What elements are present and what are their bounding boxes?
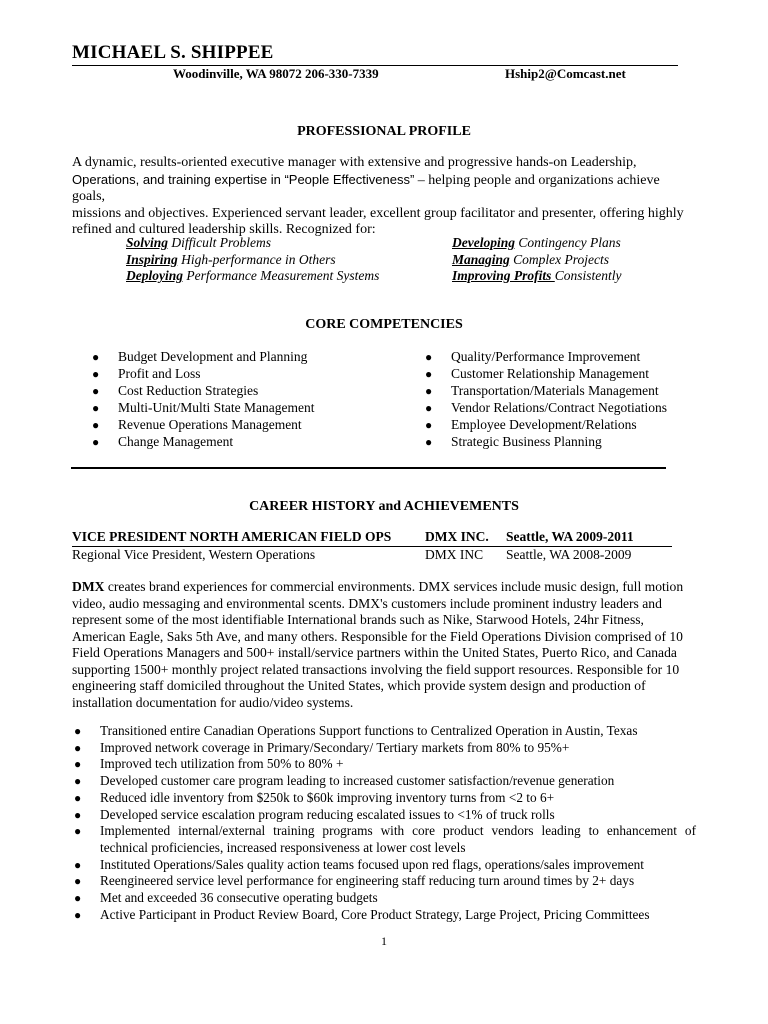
- bullet-icon: ●: [74, 790, 82, 805]
- profile-heading: PROFESSIONAL PROFILE: [297, 124, 471, 139]
- bullet-icon: ●: [92, 417, 100, 432]
- bullet-icon: ●: [74, 857, 82, 872]
- list-item: ● Transitioned entire Canadian Operations Support functions to Centralized Operation in Austin, Texas: [74, 723, 638, 738]
- list-item: ● Instituted Operations/Sales quality action teams focused upon red flags, operations/sales improvement: [74, 856, 644, 872]
- bullet-icon: ●: [425, 350, 433, 364]
- skill-item: Improving Profits Consistently: [452, 268, 622, 283]
- list-item: ● Transportation/Materials Management: [425, 382, 659, 398]
- bullet-icon: ●: [92, 350, 100, 364]
- profile-summary: [72, 155, 684, 239]
- list-item: ● Customer Relationship Management: [425, 365, 649, 381]
- contact-location-phone: Woodinville, WA 98072 206-330-7339: [173, 66, 379, 81]
- skill-item: Inspiring High-performance in Others: [126, 251, 336, 267]
- bullet-icon: ●: [425, 366, 433, 381]
- list-item: ● Employee Development/Relations: [425, 416, 637, 432]
- prev-job-company: DMX INC: [425, 547, 484, 562]
- job-location-dates: Seattle, WA 2009-2011: [506, 529, 634, 544]
- candidate-name: MICHAEL S. SHIPPEE: [72, 42, 274, 63]
- competencies-right-list: [425, 349, 715, 450]
- profile-line-2: – helping people and organizations achieve goals,: [72, 172, 660, 204]
- bullet-icon: ●: [425, 434, 433, 449]
- list-item: ● Met and exceeded 36 consecutive operating budgets: [74, 890, 378, 906]
- bullet-icon: ●: [74, 907, 82, 922]
- career-heading: CAREER HISTORY and ACHIEVEMENTS: [249, 499, 519, 514]
- prev-job-title: Regional Vice President, Western Operations: [72, 547, 316, 562]
- list-item: ● Quality/Performance Improvement: [425, 349, 641, 364]
- bullet-icon: ●: [74, 757, 82, 772]
- competencies-left-list: [92, 349, 402, 450]
- company-description: DMX creates brand experiences for commercial environments. DMX services include music design, full motion video, audio messaging and environmental scents. DMX's customers include prominent industry leaders and represent some of the most identifiable International brands such as Nike, Starwood Hotels, 24hr Fitness, American Eagle, Saks 5th Ave, and many others. Responsible for the Field Operations Division comprised of 10 Field Operations Managers and 500+ install/service partners within the United States, Puerto Rico, and Canada supporting 1500+ monthly project related transactions involving the field support resources. Responsible for 10 engineering staff domiciled throughout the United States, which provide system design and production of installation documentation for audio/video systems.: [72, 579, 684, 710]
- skill-item: Managing Complex Projects: [452, 251, 610, 267]
- skill-item: Deploying Performance Measurement Systems: [126, 268, 380, 283]
- profile-line-3: missions and objectives. Experienced servant leader, excellent group facilitator and presenter, offering highly refined and cultured leadership skills. Recognized for:: [72, 205, 684, 237]
- bullet-icon: ●: [92, 400, 100, 415]
- list-item: ● Reengineered service level performance for engineering staff reducing turn around times by 2+ days: [74, 873, 635, 889]
- list-item: ● Profit and Loss: [92, 365, 201, 381]
- skill-item: Developing Contingency Plans: [452, 235, 621, 250]
- list-item: ● Developed service escalation program reducing escalated issues to <1% of truck rolls: [74, 806, 555, 822]
- profile-line-1: A dynamic, results-oriented executive manager with extensive and progressive hands-on Leadership,: [72, 155, 637, 170]
- section-divider: [71, 467, 666, 469]
- company-name: DMX: [72, 579, 105, 594]
- job-title: VICE PRESIDENT NORTH AMERICAN FIELD OPS: [72, 529, 392, 544]
- list-item: ● Reduced idle inventory from $250k to $60k improving inventory turns from <2 to 6+: [74, 789, 555, 805]
- achievements-list: [74, 723, 696, 923]
- bullet-icon: ●: [74, 824, 82, 839]
- bullet-icon: ●: [74, 724, 82, 738]
- list-item: ● Vendor Relations/Contract Negotiations: [425, 399, 667, 415]
- list-item: ● Multi-Unit/Multi State Management: [92, 399, 315, 415]
- competencies-heading: CORE COMPETENCIES: [305, 317, 463, 332]
- profile-expertise: Operations, and training expertise in “People Effectiveness”: [72, 171, 415, 187]
- job-company: DMX INC.: [425, 529, 489, 544]
- list-item: ● Cost Reduction Strategies: [92, 382, 259, 398]
- page-number: 1: [381, 934, 387, 948]
- list-item: ● Strategic Business Planning: [425, 433, 602, 449]
- bullet-icon: ●: [425, 383, 433, 398]
- bullet-icon: ●: [74, 891, 82, 906]
- bullet-icon: ●: [74, 807, 82, 822]
- list-item: ● Revenue Operations Management: [92, 416, 302, 432]
- list-item: ● Budget Development and Planning: [92, 349, 308, 364]
- bullet-icon: ●: [74, 740, 82, 755]
- skills-left: [126, 235, 379, 285]
- bullet-icon: ●: [92, 366, 100, 381]
- list-item: ● Implemented internal/external training programs with core product vendors leading to enhancement of technical proficiencies, increased responsiveness at lower cost levels: [74, 823, 696, 855]
- bullet-icon: ●: [74, 874, 82, 889]
- bullet-icon: ●: [74, 774, 82, 789]
- bullet-icon: ●: [92, 434, 100, 449]
- prev-job-location-dates: Seattle, WA 2008-2009: [506, 547, 632, 562]
- list-item: ● Change Management: [92, 433, 234, 449]
- list-item: ● Active Participant in Product Review Board, Core Product Strategy, Large Project, Pricing Committees: [74, 906, 650, 922]
- bullet-icon: ●: [425, 417, 433, 432]
- contact-email: Hship2@Comcast.net: [505, 66, 626, 81]
- bullet-icon: ●: [425, 400, 433, 415]
- skill-item: Solving Difficult Problems: [126, 235, 272, 250]
- bullet-icon: ●: [92, 383, 100, 398]
- skills-right: [452, 235, 622, 285]
- list-item: ● Improved tech utilization from 50% to 80% +: [74, 756, 344, 772]
- list-item: ● Improved network coverage in Primary/Secondary/ Tertiary markets from 80% to 95%+: [74, 739, 570, 755]
- list-item: ● Developed customer care program leading to increased customer satisfaction/revenue generation: [74, 773, 615, 789]
